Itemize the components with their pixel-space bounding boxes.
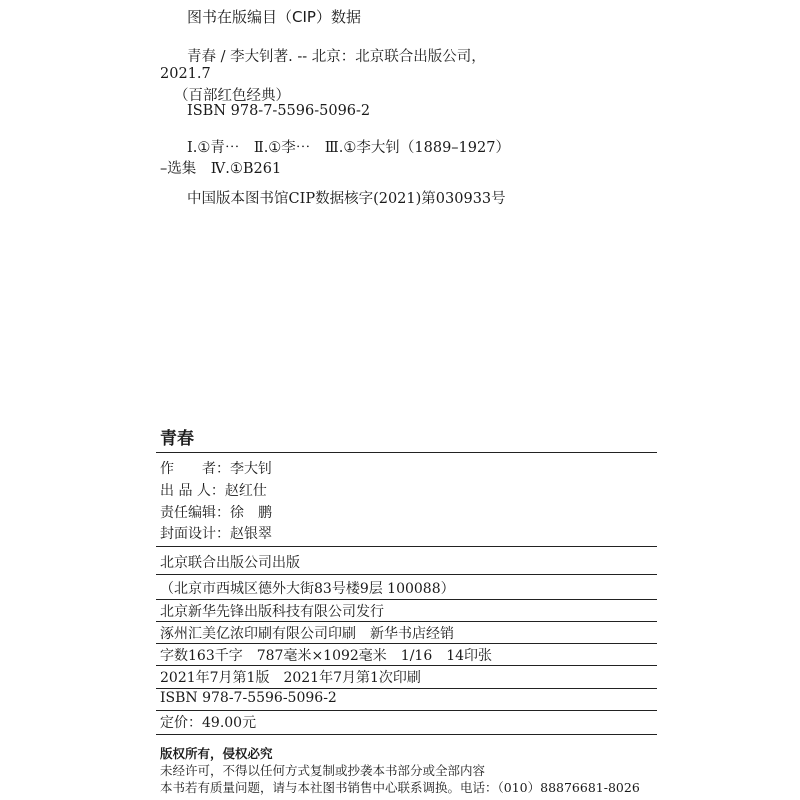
divider-rights <box>156 734 657 735</box>
credit-cover-design <box>160 523 272 543</box>
cip-classification-1: Ⅰ.①青⋯ Ⅱ.①李⋯ Ⅲ.①李大钊（1889–1927） <box>187 140 510 156</box>
credit-editor <box>160 502 272 522</box>
rights-line-1: 未经许可，不得以任何方式复制或抄袭本书部分或全部内容 <box>160 763 486 778</box>
divider-imprint <box>156 574 657 575</box>
cip-line-2: 2021.7 <box>160 66 211 82</box>
imprint-isbn: ISBN 978-7-5596-5096-2 <box>160 690 337 706</box>
credit-publisher-rep <box>160 480 267 500</box>
imprint-publisher: 北京联合出版公司出版 <box>160 555 300 571</box>
credit-label: 封面设计： <box>160 526 230 542</box>
rights-line-2: 本书若有质量问题，请与本社图书销售中心联系调换。电话：（010）88876681-8026 <box>160 780 640 795</box>
divider-imprint <box>156 665 657 666</box>
divider-imprint <box>156 599 657 600</box>
credit-label: 作 者： <box>160 461 230 477</box>
credit-value: 徐 鹏 <box>230 505 272 521</box>
cip-isbn: ISBN 978-7-5596-5096-2 <box>187 103 371 119</box>
divider-title <box>156 452 657 453</box>
credit-label: 责任编辑： <box>160 505 230 521</box>
cip-line-1: 青春 / 李大钊著. -- 北京：北京联合出版公司， <box>187 49 486 65</box>
credit-value: 赵银翠 <box>230 526 272 542</box>
credit-value: 李大钊 <box>230 461 272 477</box>
book-title: 青春 <box>160 429 194 449</box>
cip-series: （百部红色经典） <box>174 88 290 104</box>
divider-credits <box>156 546 657 547</box>
cip-verification: 中国版本图书馆CIP数据核字(2021)第030933号 <box>187 191 506 207</box>
imprint-distributor: 北京新华先锋出版科技有限公司发行 <box>160 604 384 620</box>
cip-heading: 图书在版编目（CIP）数据 <box>187 8 361 26</box>
cip-classification-2: –选集 Ⅳ.①B261 <box>160 161 282 177</box>
credit-author <box>160 458 272 478</box>
divider-imprint <box>156 643 657 644</box>
imprint-specs: 字数163千字 787毫米×1092毫米 1/16 14印张 <box>160 648 493 664</box>
divider-imprint <box>156 621 657 622</box>
imprint-printer: 涿州汇美亿浓印刷有限公司印刷 新华书店经销 <box>160 626 454 642</box>
imprint-address: （北京市西城区德外大街83号楼9层 100088） <box>160 581 455 597</box>
credit-label: 出 品 人： <box>160 483 225 499</box>
credit-value: 赵红仕 <box>224 483 267 499</box>
imprint-edition: 2021年7月第1版 2021年7月第1次印刷 <box>160 670 421 686</box>
divider-imprint <box>156 710 657 711</box>
divider-imprint <box>156 688 657 689</box>
imprint-price: 定价：49.00元 <box>160 715 257 731</box>
rights-heading: 版权所有，侵权必究 <box>160 746 273 761</box>
